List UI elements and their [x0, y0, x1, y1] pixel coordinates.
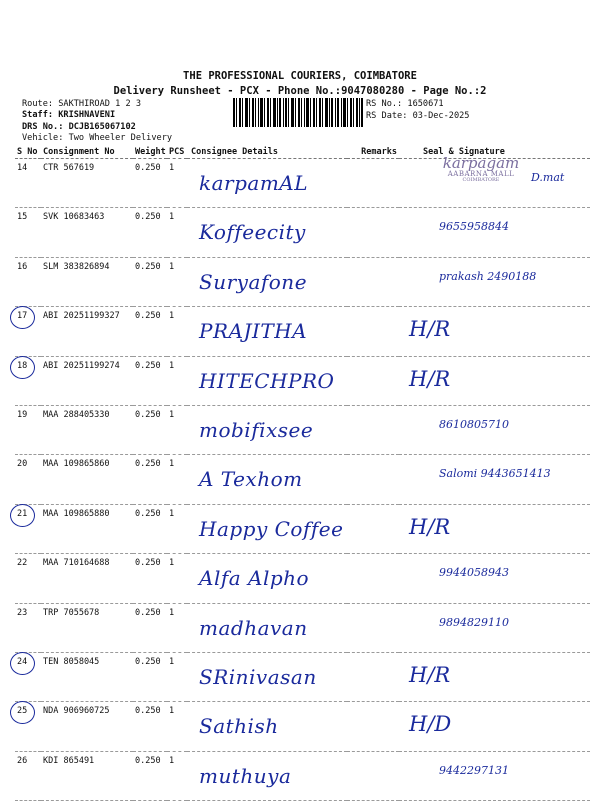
consignment-value: MAA 109865860	[43, 459, 110, 470]
sno-value: 23	[17, 607, 28, 618]
handwritten-consignee: Sathish	[199, 714, 279, 739]
pcs-value: 1	[169, 212, 175, 223]
signature-cell	[399, 208, 590, 257]
remarks-cell	[347, 751, 399, 800]
stamp-line: karpagam	[442, 154, 520, 172]
consignment-cell	[41, 307, 133, 356]
col-consignment: Consignment No	[41, 146, 133, 159]
col-signature: Seal & Signature	[399, 146, 590, 159]
handwritten-signature: 9894829110	[439, 615, 509, 629]
pcs-cell	[167, 356, 187, 405]
consignment-cell	[41, 159, 133, 208]
pcs-value: 1	[169, 508, 175, 519]
sno-value: 18	[17, 360, 28, 371]
weight-value: 0.250	[135, 706, 161, 717]
remarks-cell	[347, 356, 399, 405]
consignment-value: SVK 10683463	[43, 212, 105, 223]
handwritten-consignee: Suryafone	[199, 269, 308, 294]
rs-number: RS No.: 1650671	[366, 99, 444, 109]
pcs-cell	[167, 257, 187, 306]
weight-value: 0.250	[135, 311, 161, 322]
sno-cell	[15, 307, 41, 356]
consignee-cell	[187, 554, 347, 603]
sno-cell	[15, 257, 41, 306]
company-title: THE PROFESSIONAL COURIERS, COIMBATORE	[183, 70, 417, 82]
table-row	[15, 159, 590, 208]
route-label: Route: SAKTHIROAD 1 2 3	[22, 99, 141, 109]
weight-cell	[133, 603, 167, 652]
handwritten-consignee: muthuya	[199, 763, 292, 788]
table-row	[15, 257, 590, 306]
pcs-cell	[167, 603, 187, 652]
pcs-value: 1	[169, 261, 175, 272]
circled-mark	[10, 306, 35, 329]
handwritten-signature: H/R	[409, 662, 451, 687]
consignment-value: NDA 906960725	[43, 706, 110, 717]
pcs-value: 1	[169, 706, 175, 717]
weight-cell	[133, 554, 167, 603]
sno-cell	[15, 356, 41, 405]
consignment-cell	[41, 751, 133, 800]
table-row	[15, 405, 590, 454]
circled-mark	[10, 356, 35, 379]
circled-mark	[10, 701, 35, 724]
stamp-line: AABARNA MALL	[447, 170, 515, 178]
signature-cell	[399, 603, 590, 652]
barcode-image	[233, 98, 363, 127]
remarks-cell	[347, 208, 399, 257]
col-pcs: PCS	[167, 146, 187, 159]
consignee-cell	[187, 208, 347, 257]
pcs-value: 1	[169, 311, 175, 322]
sno-value: 14	[17, 163, 28, 173]
sno-cell	[15, 504, 41, 553]
consignment-cell	[41, 504, 133, 553]
remarks-cell	[347, 554, 399, 603]
pcs-value: 1	[169, 163, 175, 173]
consignee-cell	[187, 652, 347, 701]
weight-value: 0.250	[135, 755, 161, 766]
pcs-cell	[167, 307, 187, 356]
pcs-cell	[167, 554, 187, 603]
consignment-cell	[41, 702, 133, 751]
staff-label: Staff: KRISHNAVENI	[22, 110, 116, 120]
pcs-value: 1	[169, 558, 175, 569]
sno-value: 16	[17, 261, 28, 272]
consignment-value: TEN 8058045	[43, 656, 100, 667]
col-weight: Weight	[135, 147, 166, 157]
consignment-value: MAA 109865880	[43, 508, 110, 519]
weight-cell	[133, 356, 167, 405]
pcs-value: 1	[169, 755, 175, 766]
handwritten-signature: H/D	[409, 712, 452, 737]
sno-cell	[15, 554, 41, 603]
remarks-cell	[347, 159, 399, 208]
sno-value: 25	[17, 706, 28, 717]
weight-cell	[133, 208, 167, 257]
signature-cell	[399, 154, 590, 208]
remarks-cell	[347, 702, 399, 751]
consignee-cell	[187, 702, 347, 751]
signature-cell	[399, 702, 590, 751]
consignee-cell	[187, 159, 347, 208]
handwritten-consignee: PRAJITHA	[199, 319, 308, 344]
consignment-value: TRP 7055678	[43, 607, 100, 618]
remarks-cell	[347, 652, 399, 701]
consignee-cell	[187, 603, 347, 652]
table-row	[15, 554, 590, 603]
vehicle-label: Vehicle: Two Wheeler Delivery	[22, 133, 173, 143]
weight-cell	[133, 405, 167, 454]
handwritten-signature: H/R	[409, 317, 451, 342]
circled-mark	[10, 652, 35, 675]
runsheet-subtitle: Delivery Runsheet - PCX - Phone No.:9047080280 - Page No.:2	[113, 85, 487, 97]
pcs-cell	[167, 405, 187, 454]
col-consignee: Consignee Details	[187, 146, 347, 159]
sno-cell	[15, 208, 41, 257]
handwritten-signature: Salomi 9443651413	[439, 467, 551, 481]
signature-cell	[399, 554, 590, 603]
consignment-cell	[41, 554, 133, 603]
consignee-cell	[187, 356, 347, 405]
remarks-cell	[347, 405, 399, 454]
col-sno: S No	[15, 146, 41, 159]
weight-value: 0.250	[135, 409, 161, 420]
handwritten-consignee: SRinivasan	[199, 664, 317, 689]
signature-cell	[399, 257, 590, 306]
handwritten-signature: 9944058943	[439, 566, 509, 580]
handwritten-consignee: madhavan	[199, 615, 308, 640]
remarks-cell	[347, 257, 399, 306]
consignee-cell	[187, 455, 347, 504]
table-row	[15, 603, 590, 652]
pcs-cell	[167, 702, 187, 751]
consignment-cell	[41, 257, 133, 306]
consignment-cell	[41, 652, 133, 701]
signature-cell	[399, 307, 590, 356]
sno-cell	[15, 603, 41, 652]
sno-cell	[15, 159, 41, 208]
consignment-value: KDI 865491	[43, 755, 95, 766]
table-row	[15, 208, 590, 257]
handwritten-signature: H/R	[409, 366, 451, 391]
remarks-cell	[347, 455, 399, 504]
drs-number: DRS No.: DCJB165067102	[22, 122, 136, 132]
sno-value: 22	[17, 558, 28, 569]
handwritten-consignee: mobifixsee	[199, 417, 314, 442]
weight-cell	[133, 504, 167, 553]
sno-cell	[15, 702, 41, 751]
pcs-cell	[167, 208, 187, 257]
remarks-cell	[347, 504, 399, 553]
sno-value: 19	[17, 409, 28, 420]
table-row	[15, 702, 590, 751]
weight-value: 0.250	[135, 163, 161, 173]
pcs-value: 1	[169, 607, 175, 618]
stamp-line: COIMBATORE	[462, 177, 500, 183]
signature-cell	[399, 504, 590, 553]
weight-value: 0.250	[135, 656, 161, 667]
consignment-value: SLM 383826894	[43, 261, 110, 272]
sno-value: 20	[17, 459, 28, 470]
weight-cell	[133, 159, 167, 208]
pcs-value: 1	[169, 656, 175, 667]
circled-mark	[10, 504, 35, 527]
handwritten-consignee: Alfa Alpho	[199, 566, 310, 591]
handwritten-consignee: karpamAL	[199, 171, 309, 195]
handwritten-consignee: HITECHPRO	[199, 368, 335, 393]
pcs-cell	[167, 751, 187, 800]
handwritten-signature: 8610805710	[439, 417, 509, 431]
weight-value: 0.250	[135, 212, 161, 223]
signature-cell	[399, 751, 590, 800]
weight-value: 0.250	[135, 261, 161, 272]
table-row	[15, 307, 590, 356]
table-row	[15, 751, 590, 800]
consignment-cell	[41, 356, 133, 405]
sno-cell	[15, 455, 41, 504]
weight-value: 0.250	[135, 508, 161, 519]
consignee-cell	[187, 504, 347, 553]
pcs-cell	[167, 504, 187, 553]
sno-value: 15	[17, 212, 28, 223]
sno-cell	[15, 652, 41, 701]
sno-value: 24	[17, 656, 28, 667]
pcs-value: 1	[169, 409, 175, 420]
sno-cell	[15, 751, 41, 800]
table-row	[15, 504, 590, 553]
handwritten-signature: 9442297131	[439, 763, 509, 777]
weight-cell	[133, 702, 167, 751]
remarks-cell	[347, 307, 399, 356]
weight-value: 0.250	[135, 459, 161, 470]
company-seal-stamp	[435, 156, 527, 194]
handwritten-signature: D.mat	[531, 171, 565, 184]
pcs-cell	[167, 159, 187, 208]
weight-value: 0.250	[135, 607, 161, 618]
handwritten-consignee: Koffeecity	[199, 220, 306, 245]
weight-value: 0.250	[135, 360, 161, 371]
table-row	[15, 652, 590, 701]
pcs-value: 1	[169, 459, 175, 470]
consignment-cell	[41, 208, 133, 257]
consignment-value: ABI 20251199327	[43, 311, 120, 322]
table-row	[15, 455, 590, 504]
consignment-value: MAA 288405330	[43, 409, 110, 420]
handwritten-consignee: Happy Coffee	[199, 516, 344, 541]
sno-cell	[15, 405, 41, 454]
consignee-cell	[187, 751, 347, 800]
weight-cell	[133, 307, 167, 356]
handwritten-signature: prakash 2490188	[439, 269, 537, 283]
col-remarks: Remarks	[347, 146, 399, 159]
signature-cell	[399, 405, 590, 454]
consignment-cell	[41, 603, 133, 652]
rs-date: RS Date: 03-Dec-2025	[366, 111, 470, 121]
consignee-cell	[187, 307, 347, 356]
weight-cell	[133, 455, 167, 504]
handwritten-signature: 9655958844	[439, 220, 509, 234]
weight-value: 0.250	[135, 558, 161, 569]
weight-cell	[133, 751, 167, 800]
handwritten-consignee: A Texhom	[199, 467, 303, 492]
sno-value: 26	[17, 755, 28, 766]
pcs-value: 1	[169, 360, 175, 371]
remarks-cell	[347, 603, 399, 652]
pcs-cell	[167, 652, 187, 701]
consignment-cell	[41, 405, 133, 454]
handwritten-signature: H/R	[409, 514, 451, 539]
signature-cell	[399, 455, 590, 504]
pcs-cell	[167, 455, 187, 504]
consignment-cell	[41, 455, 133, 504]
runsheet-table	[15, 146, 590, 801]
consignment-value: CTR 567619	[43, 163, 95, 173]
sno-value: 21	[17, 508, 28, 519]
weight-cell	[133, 652, 167, 701]
consignment-value: ABI 20251199274	[43, 360, 120, 371]
consignment-value: MAA 710164688	[43, 558, 110, 569]
signature-cell	[399, 652, 590, 701]
signature-cell	[399, 356, 590, 405]
consignee-cell	[187, 405, 347, 454]
weight-cell	[133, 257, 167, 306]
sno-value: 17	[17, 311, 28, 322]
table-row	[15, 356, 590, 405]
consignee-cell	[187, 257, 347, 306]
